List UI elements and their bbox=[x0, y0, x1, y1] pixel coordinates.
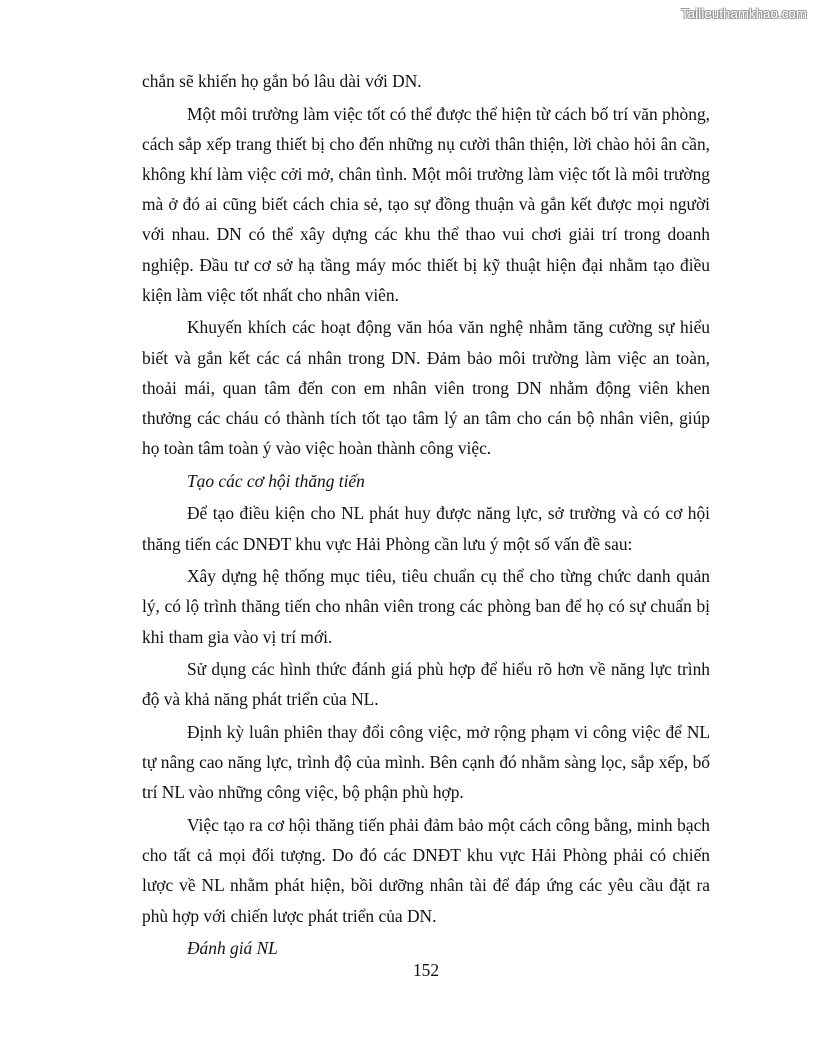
site-watermark: Tailieuthamkhao.com bbox=[681, 6, 807, 21]
paragraph-continuation: chắn sẽ khiến họ gắn bó lâu dài với DN. bbox=[142, 71, 422, 91]
paragraph-evaluation-forms: Sử dụng các hình thức đánh giá phù hợp để hiểu rõ hơn về năng lực trình độ và khả năng phát triển của NL. bbox=[142, 659, 710, 710]
paragraph-cultural-activities: Khuyến khích các hoạt động văn hóa văn nghệ nhằm tăng cường sự hiểu biết và gắn kết các cá nhân trong DN. Đảm bảo môi trường làm việc an toàn, thoải mái, quan tâm đến con em nhân viên trong DN nhằm động viên khen thưởng các cháu có thành tích tốt tạo tâm lý an tâm cho cán bộ nhân viên, giúp họ toàn tâm toàn ý vào việc hoàn thành công việc. bbox=[142, 317, 710, 459]
page-number: 152 bbox=[412, 960, 440, 980]
section-heading-promotion: Tạo các cơ hội thăng tiến bbox=[187, 470, 365, 491]
document-body bbox=[142, 66, 710, 966]
paragraph-work-environment: Một môi trường làm việc tốt có thể được thể hiện từ cách bố trí văn phòng, cách sắp xếp trang thiết bị cho đến những nụ cười thân thiện, lời chào hỏi ân cần, không khí làm việc cởi mở, chân tình. Một môi trường làm việc tốt là môi trường mà ở đó ai cũng biết cách chia sẻ, tạo sự đồng thuận và gắn kết được mọi người với nhau. DN có thể xây dựng các khu thể thao vui chơi giải trí trong doanh nghiệp. Đầu tư cơ sở hạ tầng máy móc thiết bị kỹ thuật hiện đại nhằm tạo điều kiện làm việc tốt nhất cho nhân viên. bbox=[142, 103, 710, 305]
paragraph-fair-promotion: Việc tạo ra cơ hội thăng tiến phải đảm bảo một cách công bằng, minh bạch cho tất cả mọi đối tượng. Do đó các DNĐT khu vực Hải Phòng phải có chiến lược về NL nhằm phát hiện, bồi dưỡng nhân tài để đáp ứng các yêu cầu đặt ra phù hợp với chiến lược phát triển của DN. bbox=[142, 815, 710, 926]
paragraph-goal-system: Xây dựng hệ thống mục tiêu, tiêu chuẩn cụ thể cho từng chức danh quản lý, có lộ trình thăng tiến cho nhân viên trong các phòng ban để họ có sự chuẩn bị khi tham gia vào vị trí mới. bbox=[142, 566, 710, 647]
paragraph-promotion-intro: Để tạo điều kiện cho NL phát huy được năng lực, sở trường và có cơ hội thăng tiến các DNĐT khu vực Hải Phòng cần lưu ý một số vấn đề sau: bbox=[142, 503, 710, 554]
section-heading-evaluation: Đánh giá NL bbox=[187, 938, 278, 959]
paragraph-job-rotation: Định kỳ luân phiên thay đổi công việc, mở rộng phạm vi công việc để NL tự nâng cao năng lực, trình độ của mình. Bên cạnh đó nhằm sàng lọc, sắp xếp, bố trí NL vào những công việc, bộ phận phù hợp. bbox=[142, 722, 710, 803]
